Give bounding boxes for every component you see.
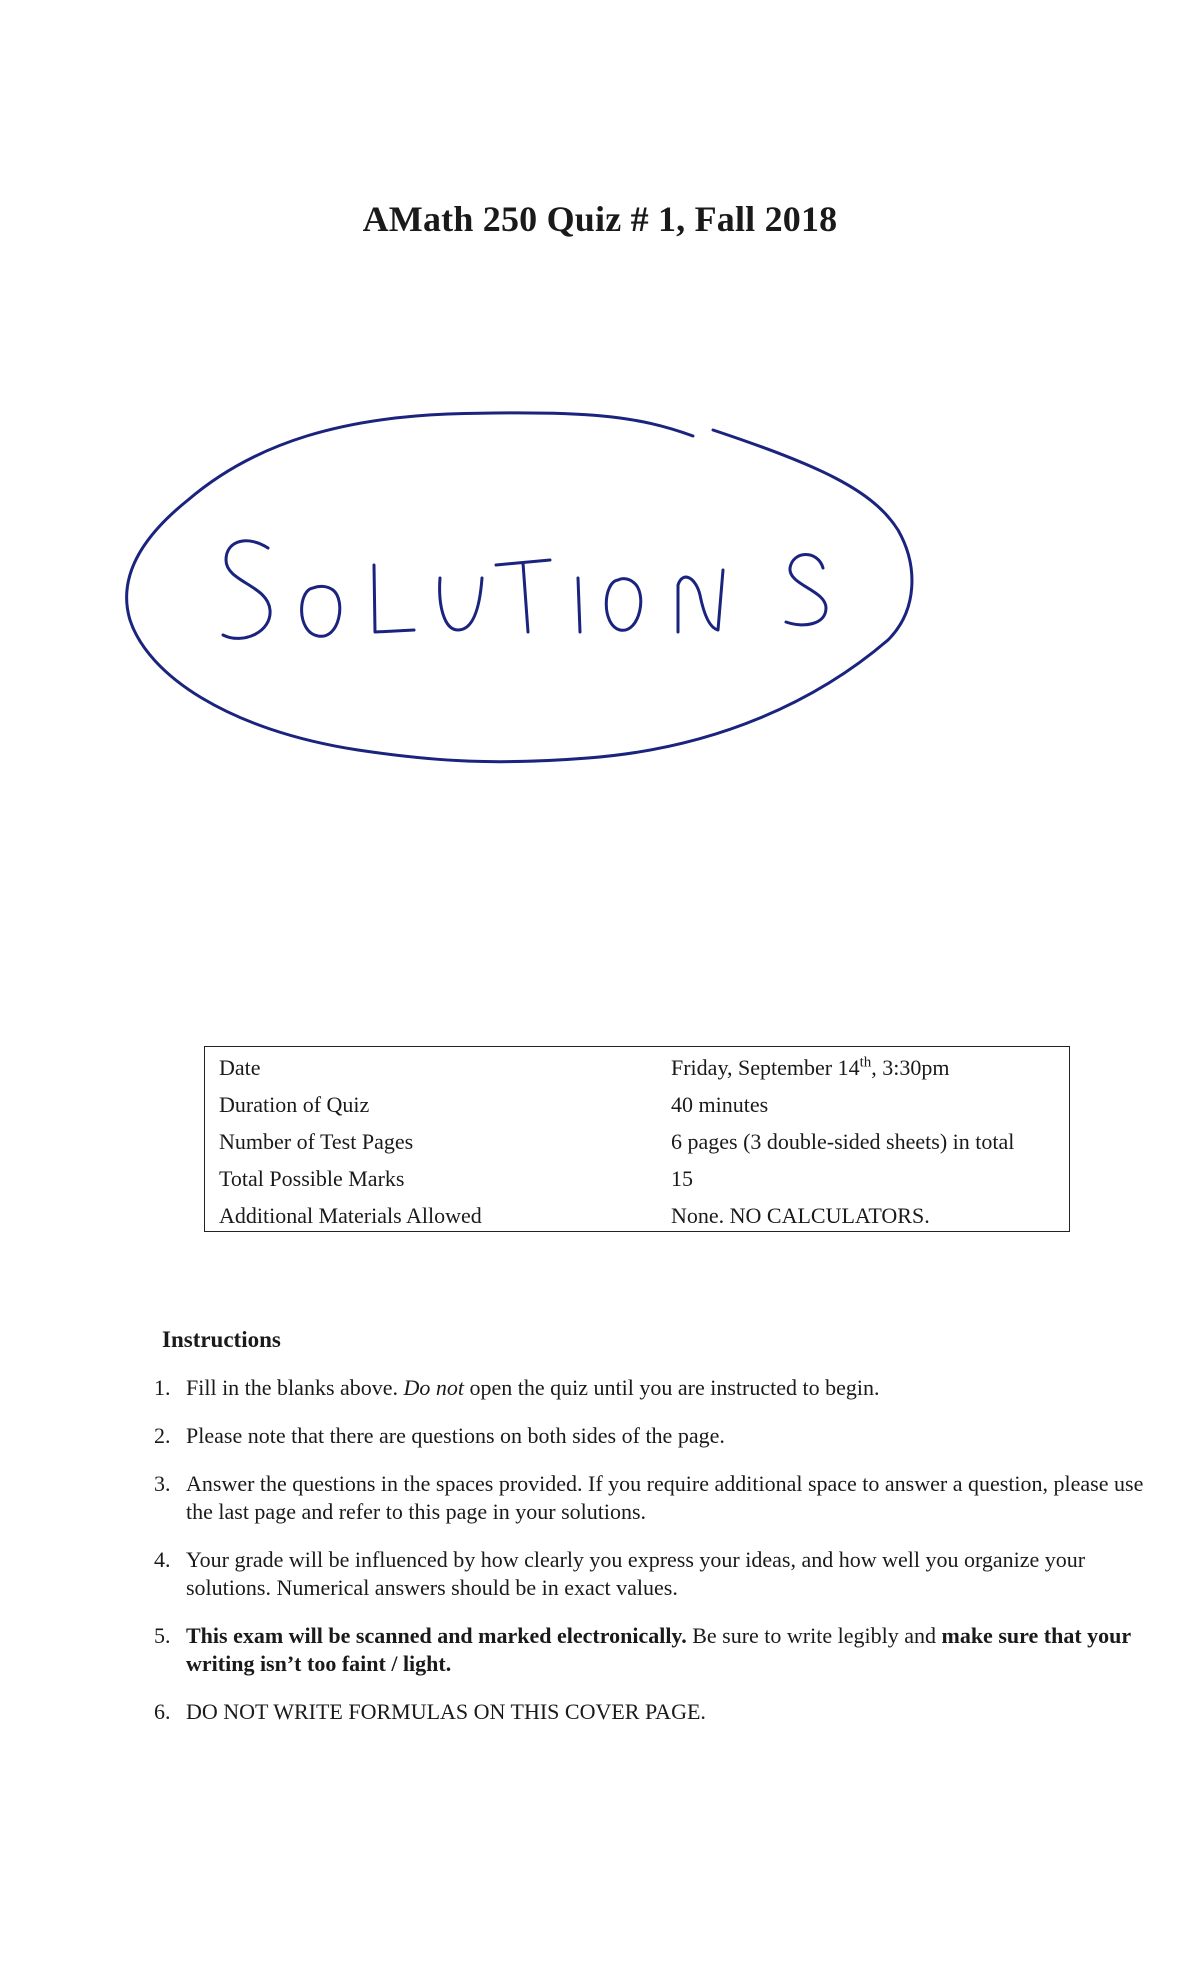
instruction-item: 3. Answer the questions in the spaces provided. If you require additional space to answer a question, please use the last page and refer to this page in your solutions. <box>154 1471 1144 1524</box>
marks-label: Total Possible Marks <box>219 1166 405 1191</box>
quiz-info-table <box>204 1046 1070 1232</box>
marks-value: 15 <box>671 1166 693 1191</box>
duration-value: 40 minutes <box>671 1092 769 1117</box>
instruction-item: 4. Your grade will be influenced by how clearly you express your ideas, and how well you organize your solutions. Numerical answers should be in exact values. <box>154 1547 1086 1600</box>
instruction-item: 6. DO NOT WRITE FORMULAS ON THIS COVER PAGE. <box>154 1699 706 1724</box>
instruction-item: 1. Fill in the blanks above. Do not open the quiz until you are instructed to begin. <box>154 1375 880 1400</box>
info-row-marks <box>219 1166 1069 1202</box>
date-value: Friday, September 14th, 3:30pm <box>671 1054 950 1080</box>
info-row-duration <box>219 1092 1069 1128</box>
materials-label: Additional Materials Allowed <box>219 1203 482 1228</box>
stamp-ellipse-stroke <box>127 413 912 762</box>
info-row-date <box>219 1055 1069 1091</box>
pages-value: 6 pages (3 double-sided sheets) in total <box>671 1129 1015 1154</box>
date-label: Date <box>219 1055 261 1080</box>
info-row-materials <box>219 1203 1069 1239</box>
solutions-stamp <box>118 400 918 780</box>
quiz-title: AMath 250 Quiz # 1, Fall 2018 <box>362 199 838 239</box>
info-row-pages <box>219 1129 1069 1165</box>
materials-value: None. NO CALCULATORS. <box>671 1203 930 1228</box>
instruction-item: 5. This exam will be scanned and marked electronically. Be sure to write legibly and make sure that your writing isn’t too faint / light. <box>154 1623 1131 1676</box>
pages-label: Number of Test Pages <box>219 1129 414 1154</box>
instructions-heading: Instructions <box>162 1327 281 1352</box>
duration-label: Duration of Quiz <box>219 1092 370 1117</box>
stamp-text <box>0 0 1 1</box>
instructions-list <box>154 1374 1150 1746</box>
instruction-item: 2. Please note that there are questions on both sides of the page. <box>154 1423 725 1448</box>
